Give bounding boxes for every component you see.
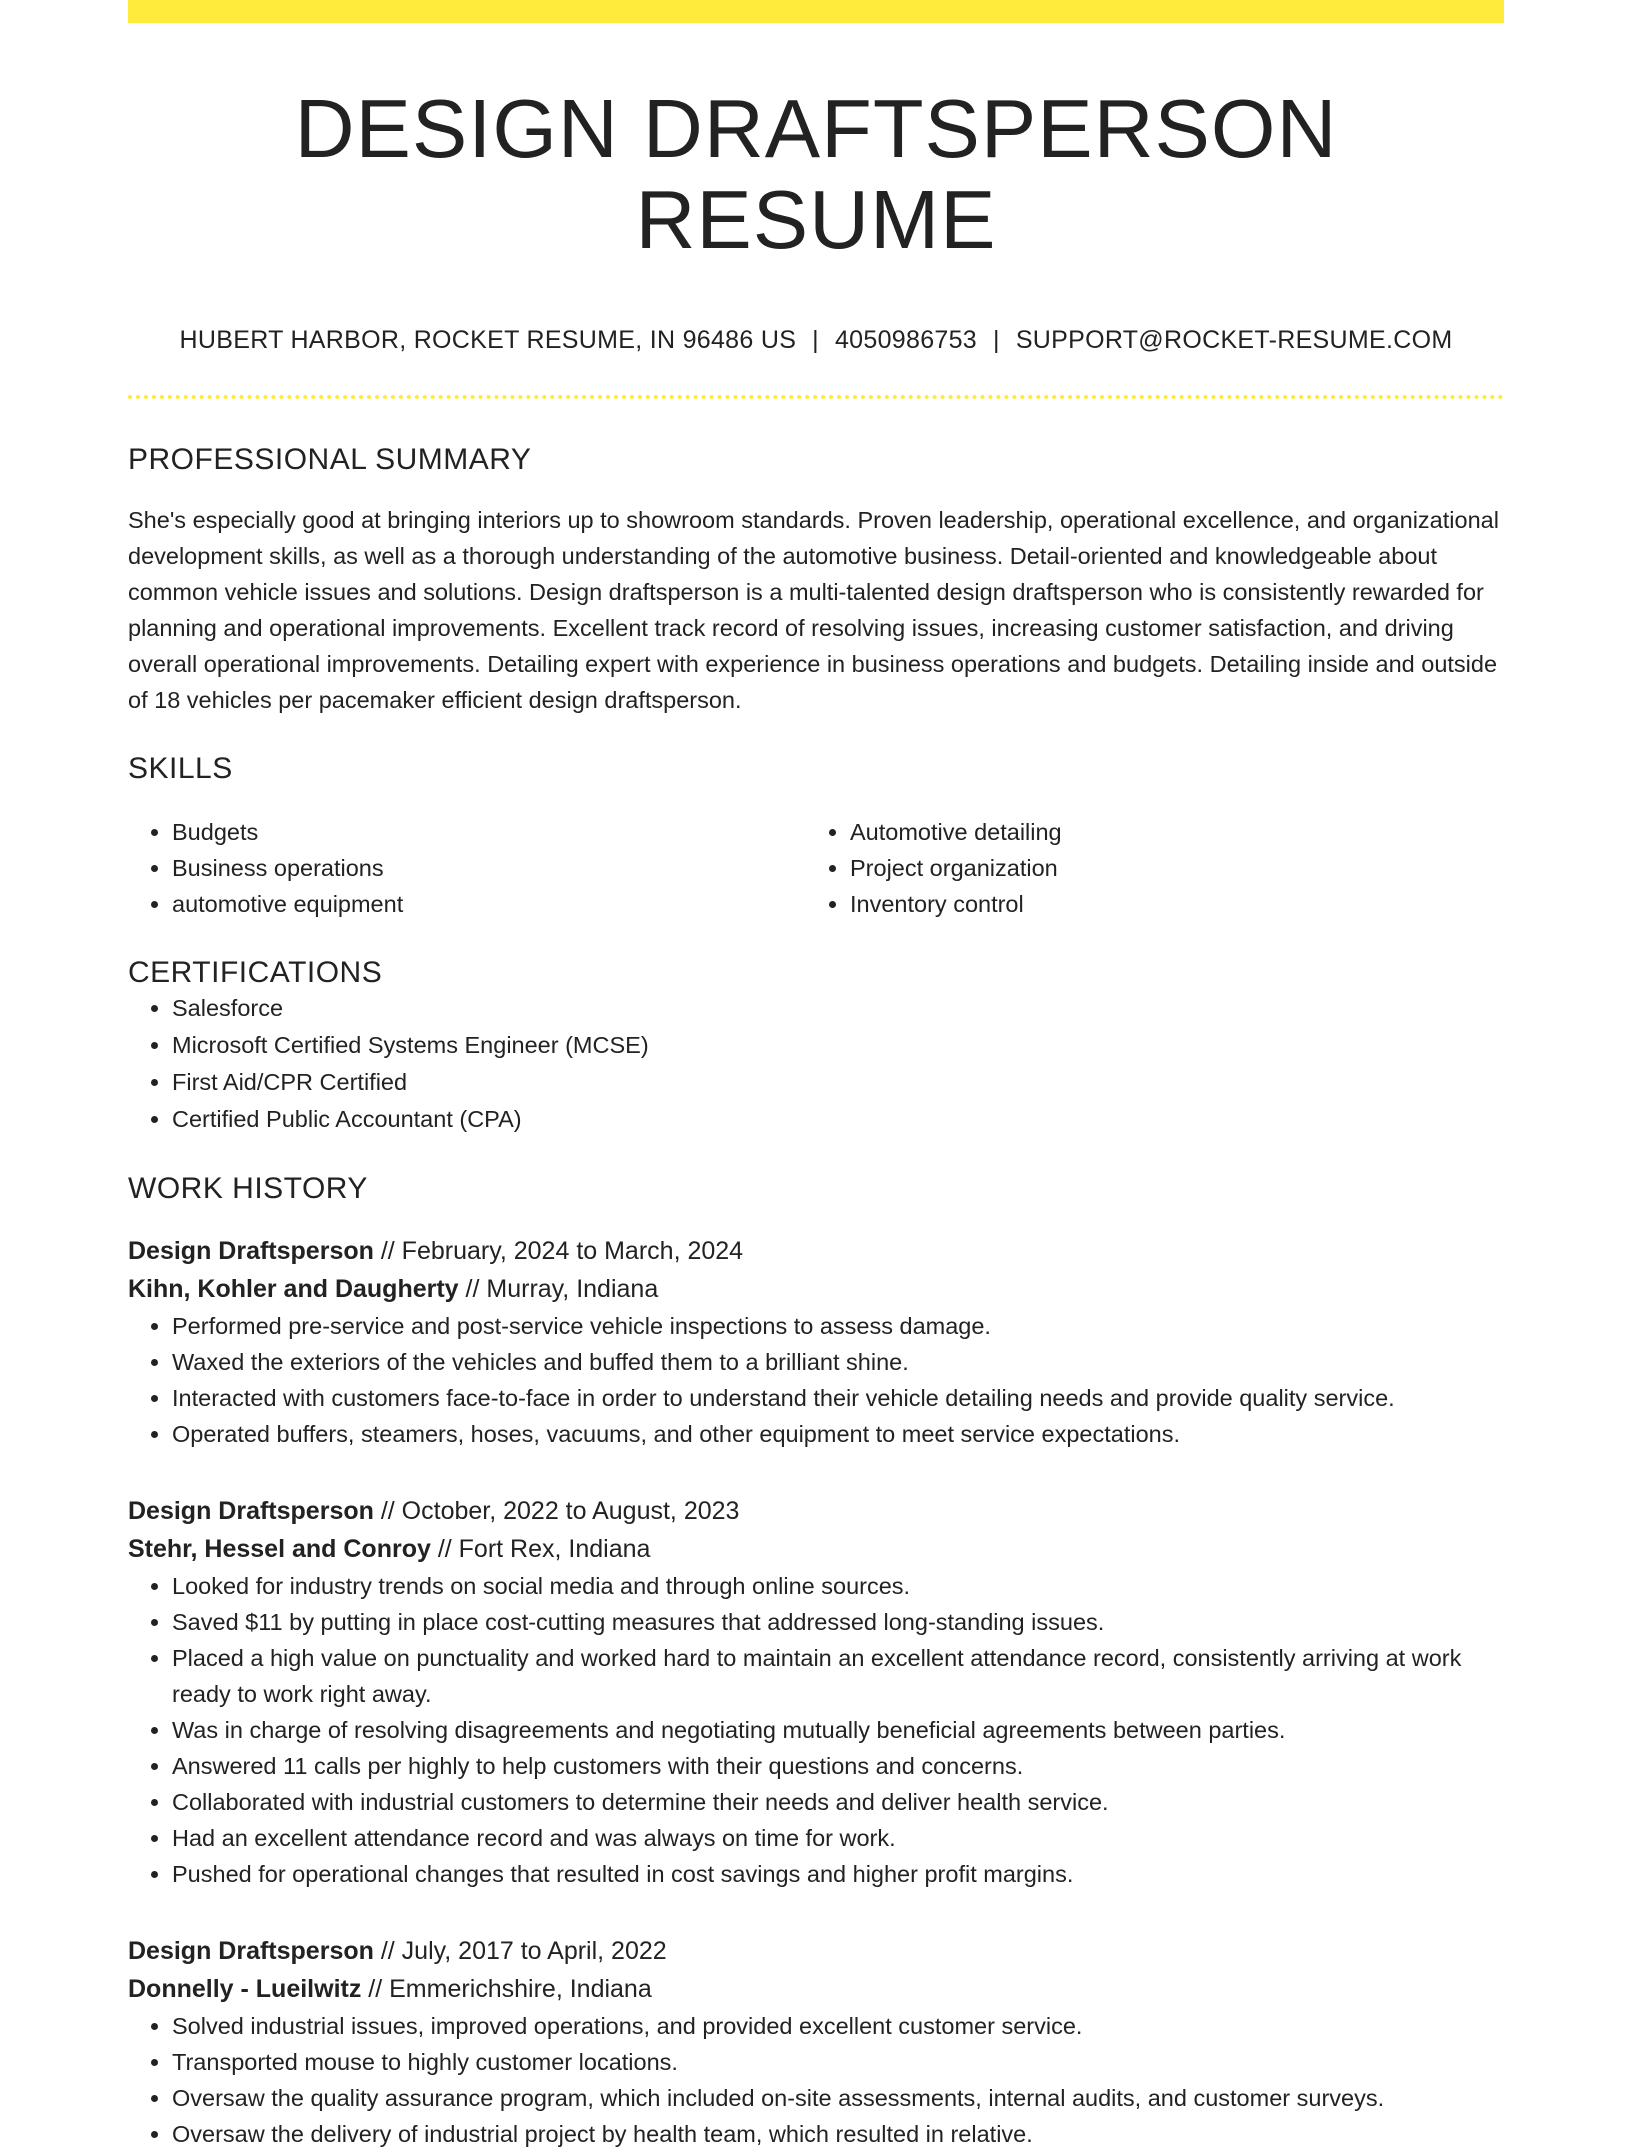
job-title-line xyxy=(128,1932,1504,1970)
job-company-line xyxy=(128,1530,1504,1568)
header-divider xyxy=(128,395,1504,399)
certifications-heading: CERTIFICATIONS xyxy=(128,955,383,989)
job-title-line xyxy=(128,1492,1504,1530)
contact-address: HUBERT HARBOR, ROCKET RESUME, IN 96486 US xyxy=(179,325,797,354)
job-bullet: • Had an excellent attendance record and was always on time for work. xyxy=(172,1820,1504,1856)
summary-heading: PROFESSIONAL SUMMARY xyxy=(128,442,532,476)
job-company-line xyxy=(128,1970,1504,2008)
job-company-line xyxy=(128,1270,1504,1308)
job-company: Donnelly - Lueilwitz xyxy=(128,1974,362,2003)
job-entry xyxy=(128,1932,1504,2152)
top-accent-bar xyxy=(128,0,1504,23)
skill-item: • Budgets xyxy=(172,814,806,850)
job-bullets xyxy=(128,1568,1504,1892)
skill-item: • Automotive detailing xyxy=(850,814,1504,850)
skills-grid xyxy=(128,814,1504,922)
certification-item: • Certified Public Accountant (CPA) xyxy=(172,1101,1504,1138)
certification-item: • Salesforce xyxy=(172,990,1504,1027)
job-location: // Fort Rex, Indiana xyxy=(437,1534,651,1563)
job-bullet: • Pushed for operational changes that resulted in cost savings and higher profit margins. xyxy=(172,1856,1504,1892)
job-bullet: • Collaborated with industrial customers to determine their needs and deliver health service. xyxy=(172,1784,1504,1820)
skill-item: • automotive equipment xyxy=(172,886,806,922)
job-bullet: • Saved $11 by putting in place cost-cutting measures that addressed long-standing issues. xyxy=(172,1604,1504,1640)
job-bullet: • Looked for industry trends on social media and through online sources. xyxy=(172,1568,1504,1604)
job-title: Design Draftsperson xyxy=(128,1936,374,1965)
job-bullet: • Solved industrial issues, improved operations, and provided excellent customer service. xyxy=(172,2008,1504,2044)
contact-separator: | xyxy=(993,325,1000,354)
job-bullets xyxy=(128,2008,1504,2152)
summary-text: She's especially good at bringing interiors up to showroom standards. Proven leadership, operational excellence, and organizational development skills, as well as a thorough understanding of the automotive business. Detail-oriented and knowledgeable about common vehicle issues and solutions. Design draftsperson is a multi-talented design draftsperson who is consistently rewarded for planning and operational improvements. Excellent track record of resolving issues, increasing customer satisfaction, and driving overall operational improvements. Detailing expert with experience in business operations and budgets. Detailing inside and outside of 18 vehicles per pacemaker efficient design draftsperson. xyxy=(128,506,1499,713)
work-history-heading: WORK HISTORY xyxy=(128,1171,368,1205)
job-bullet: • Placed a high value on punctuality and worked hard to maintain an excellent attendance record, consistently arriving at work ready to work right away. xyxy=(172,1640,1504,1712)
resume-title: DESIGN DRAFTSPERSON RESUME xyxy=(294,82,1338,267)
skill-item: • Business operations xyxy=(172,850,806,886)
job-location: // Murray, Indiana xyxy=(465,1274,659,1303)
job-bullets xyxy=(128,1308,1504,1452)
job-company: Stehr, Hessel and Conroy xyxy=(128,1534,431,1563)
resume-page xyxy=(128,0,1504,2152)
job-dates: // October, 2022 to August, 2023 xyxy=(380,1496,740,1525)
job-title: Design Draftsperson xyxy=(128,1496,374,1525)
job-entry xyxy=(128,1232,1504,1452)
job-title-line xyxy=(128,1232,1504,1270)
job-dates: // February, 2024 to March, 2024 xyxy=(380,1236,744,1265)
job-bullet: • Oversaw the delivery of industrial project by health team, which resulted in relative. xyxy=(172,2116,1504,2152)
contact-phone: 4050986753 xyxy=(834,325,978,354)
skill-item: • Inventory control xyxy=(850,886,1504,922)
contact-separator: | xyxy=(812,325,819,354)
job-bullet: • Interacted with customers face-to-face in order to understand their vehicle detailing needs and provide quality service. xyxy=(172,1380,1504,1416)
job-bullet: • Operated buffers, steamers, hoses, vacuums, and other equipment to meet service expectations. xyxy=(172,1416,1504,1452)
skills-list-left xyxy=(128,814,806,922)
job-bullet: • Oversaw the quality assurance program, which included on-site assessments, internal audits, and customer surveys. xyxy=(172,2080,1504,2116)
certifications-list xyxy=(128,990,1504,1138)
job-bullet: • Transported mouse to highly customer locations. xyxy=(172,2044,1504,2080)
job-bullet: • Answered 11 calls per highly to help customers with their questions and concerns. xyxy=(172,1748,1504,1784)
skills-list-right xyxy=(806,814,1504,922)
job-location: // Emmerichshire, Indiana xyxy=(368,1974,652,2003)
contact-email: SUPPORT@ROCKET-RESUME.COM xyxy=(1015,325,1453,354)
job-company: Kihn, Kohler and Daugherty xyxy=(128,1274,459,1303)
skill-item: • Project organization xyxy=(850,850,1504,886)
certification-item: • First Aid/CPR Certified xyxy=(172,1064,1504,1101)
job-bullet: • Waxed the exteriors of the vehicles and buffed them to a brilliant shine. xyxy=(172,1344,1504,1380)
certification-item: • Microsoft Certified Systems Engineer (MCSE) xyxy=(172,1027,1504,1064)
contact-line xyxy=(128,326,1504,355)
job-entry xyxy=(128,1492,1504,1892)
job-bullet: • Was in charge of resolving disagreements and negotiating mutually beneficial agreements between parties. xyxy=(172,1712,1504,1748)
job-bullet: • Performed pre-service and post-service vehicle inspections to assess damage. xyxy=(172,1308,1504,1344)
job-dates: // July, 2017 to April, 2022 xyxy=(380,1936,667,1965)
skills-heading: SKILLS xyxy=(128,751,233,785)
job-title: Design Draftsperson xyxy=(128,1236,374,1265)
